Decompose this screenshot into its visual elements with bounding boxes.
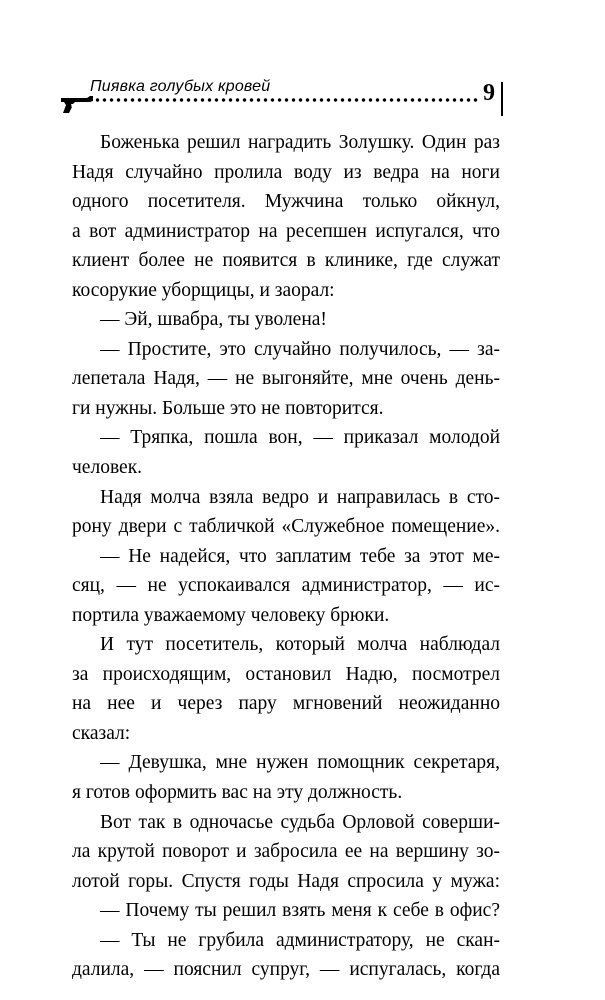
text-line: Вот так в одночасье судьба Орловой соверши-	[100, 811, 500, 833]
text-line: Надя случайно пролила воду из ведра на ноги	[72, 161, 500, 183]
text-line: — Не надейся, что заплатим тебе за этот ме-	[100, 545, 500, 567]
pistol-icon	[60, 92, 94, 116]
text-line: Боженька решил наградить Золушку. Один раз	[100, 132, 500, 153]
text-line: — Ты не грубила администратору, не скан-	[100, 929, 500, 951]
text-line: — Простите, это случайно получилось, — за-	[100, 338, 500, 360]
text-line: И тут посетитель, который молча наблюдал	[100, 634, 500, 656]
text-line: портила уважаемому человеку брюки.	[72, 604, 390, 626]
page-number: 9	[483, 80, 495, 106]
text-line: лепетала Надя, — не выгоняйте, мне очень день-	[72, 368, 500, 390]
text-line: сяц, — не успокаивался администратор, — ис-	[72, 575, 500, 597]
text-line: рону двери с табличкой «Служебное помещение».	[72, 516, 500, 538]
text-line: — Почему ты решил взять меня к себе в офис?	[100, 900, 500, 922]
text-line: на нее и через пару мгновений неожиданно	[72, 693, 500, 715]
body-text	[72, 128, 500, 985]
text-line: клиент более не появится в клинике, где служат	[72, 250, 500, 272]
header-vertical-rule	[501, 82, 503, 116]
text-line: косорукие уборщицы, и заорал:	[72, 279, 335, 301]
text-line: я готов оформить вас на эту должность.	[72, 782, 403, 804]
text-line: лотой горы. Спустя годы Надя спросила у мужа:	[72, 870, 500, 892]
text-line: одного посетителя. Мужчина только ойкнул,	[72, 191, 500, 213]
text-line: — Тряпка, пошла вон, — приказал молодой	[100, 427, 500, 449]
text-line: человек.	[72, 457, 143, 479]
text-line: — Эй, швабра, ты уволена!	[100, 309, 327, 331]
text-line: далила, — пояснил супруг, — испугалась, когда	[72, 959, 500, 981]
text-line: ла крутой поворот и забросила ее на вершину зо-	[72, 841, 500, 863]
text-line: за происходящим, остановил Надю, посмотрел	[72, 663, 500, 685]
text-line: а вот администратор на ресепшен испугался, что	[72, 220, 500, 242]
text-line: Надя молча взяла ведро и направилась в сто-	[100, 486, 500, 508]
text-line: сказал:	[72, 722, 131, 744]
dotted-rule	[80, 98, 478, 102]
text-line: — Девушка, мне нужен помощник секретаря,	[100, 752, 500, 774]
running-title: Пиявка голубых кровей	[90, 78, 271, 95]
page-header	[60, 78, 505, 122]
text-line: ги нужны. Больше это не повторится.	[72, 397, 384, 419]
